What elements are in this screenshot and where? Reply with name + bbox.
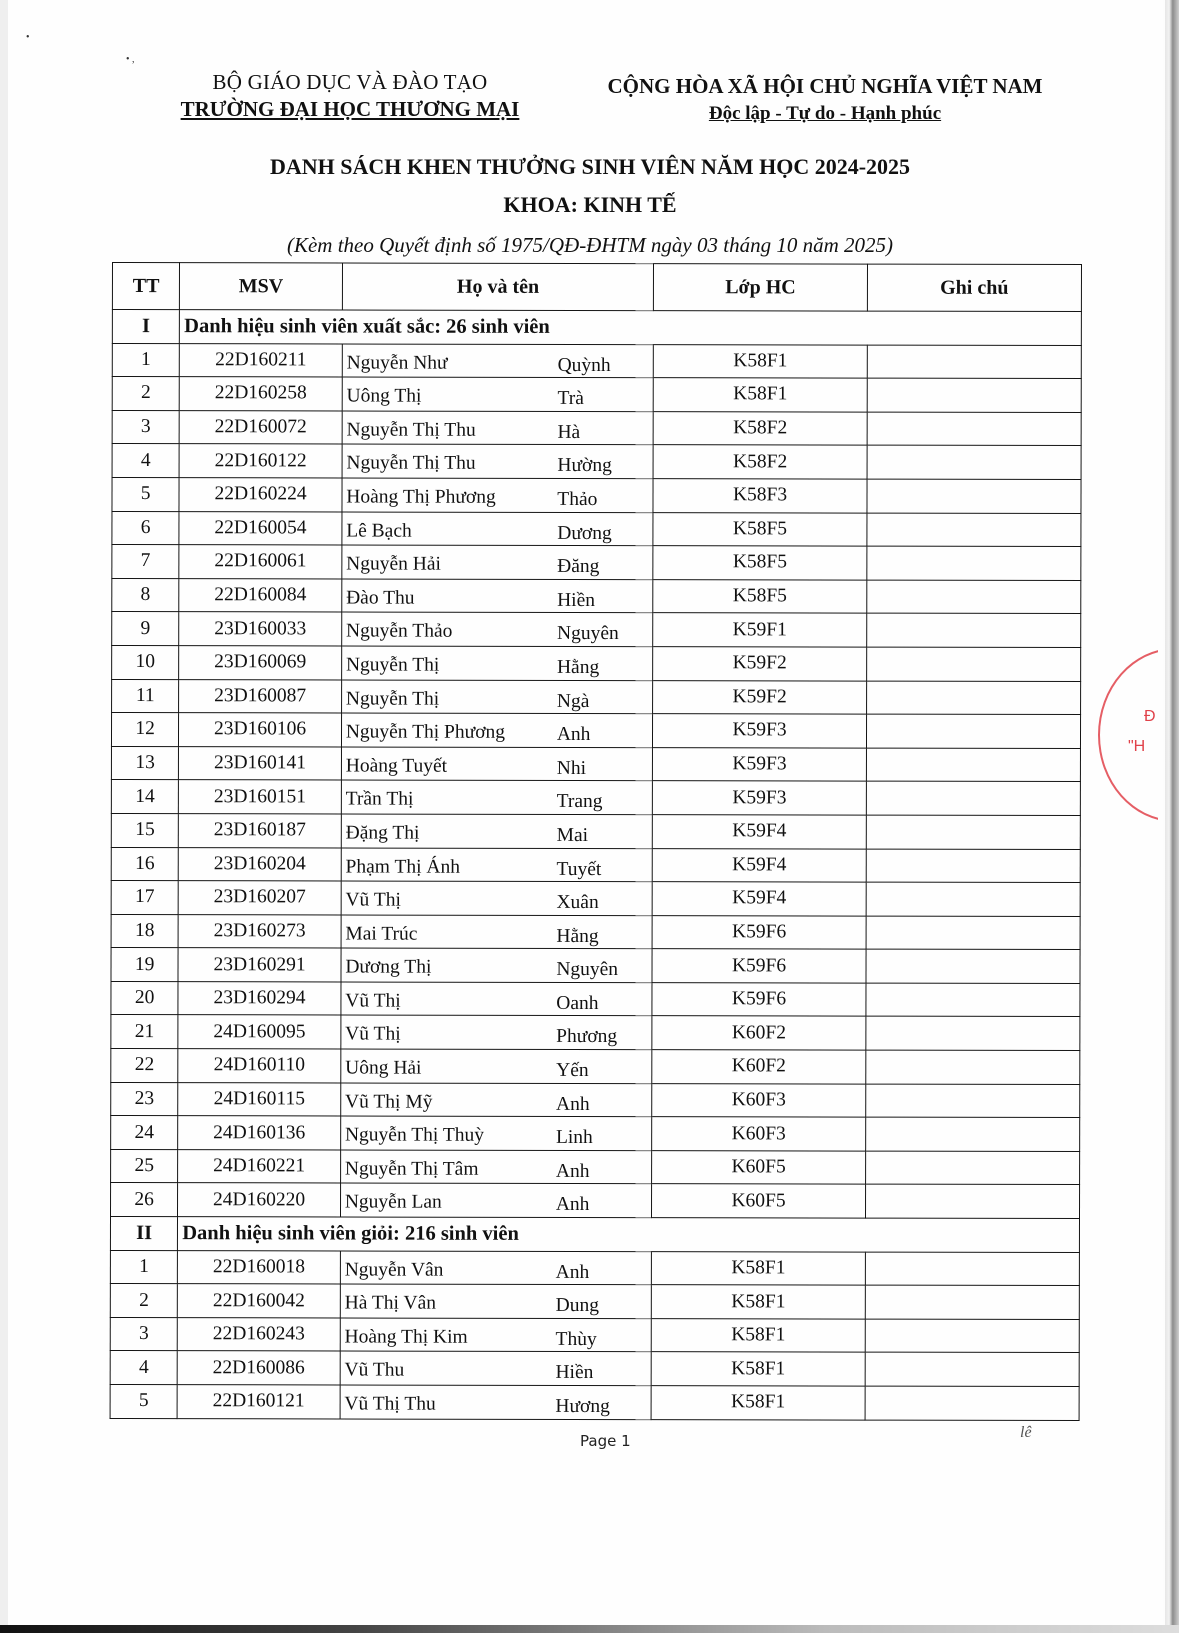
- table-row: [112, 477, 1081, 513]
- student-given-name: Anh: [556, 724, 591, 746]
- row-number: 26: [111, 1183, 178, 1217]
- table-row: [110, 1384, 1079, 1420]
- document-title: DANH SÁCH KHEN THƯỞNG SINH VIÊN NĂM HỌC 2024-2025: [269, 154, 911, 179]
- table-row: [111, 1116, 1080, 1152]
- student-name: [342, 344, 654, 378]
- student-name: [341, 982, 653, 1016]
- student-surname: Nguyễn Vân: [344, 1259, 444, 1281]
- student-name: [340, 1251, 652, 1285]
- student-surname: Uông Thị: [346, 385, 422, 407]
- student-id: 23D160273: [178, 914, 341, 948]
- student-id: 23D160069: [179, 646, 342, 680]
- row-number: 3: [110, 1317, 177, 1351]
- student-given-name: Yến: [556, 1059, 589, 1082]
- student-surname: Dương Thị: [345, 956, 432, 978]
- student-note: [866, 613, 1080, 647]
- student-name: [340, 1150, 652, 1184]
- student-note: [866, 748, 1080, 782]
- student-note: [865, 1252, 1079, 1286]
- student-given-name: Hương: [555, 1395, 610, 1418]
- row-number: 15: [111, 813, 178, 847]
- student-class: K58F1: [651, 1386, 864, 1420]
- table-row: [111, 780, 1080, 816]
- row-number: 5: [110, 1384, 177, 1418]
- student-surname: Vũ Thị: [345, 990, 401, 1012]
- student-given-name: Ngà: [556, 690, 590, 712]
- student-surname: Nguyễn Thị: [345, 688, 440, 710]
- table-row: [110, 1351, 1079, 1387]
- student-surname: Uông Hải: [345, 1057, 422, 1079]
- student-note: [867, 513, 1081, 547]
- section-header-row: [112, 310, 1081, 346]
- student-note: [865, 1050, 1079, 1084]
- student-surname: Lê Bạch: [346, 520, 412, 542]
- student-name: [341, 1015, 653, 1049]
- student-name: [340, 1183, 652, 1217]
- table-row: [111, 1149, 1080, 1185]
- student-id: 22D160211: [180, 343, 343, 377]
- student-class: K58F1: [652, 1352, 865, 1386]
- scan-right-edge: [1165, 0, 1179, 1633]
- student-id: 22D160042: [178, 1284, 341, 1318]
- student-surname: Nguyễn Như: [346, 352, 448, 374]
- student-given-name: Oanh: [556, 992, 599, 1014]
- student-surname: Mai Trúc: [345, 923, 418, 945]
- student-id: 24D160136: [178, 1116, 341, 1150]
- student-class: K58F3: [653, 479, 866, 513]
- table-row: [111, 746, 1080, 782]
- table-row: [111, 881, 1080, 917]
- student-note: [866, 882, 1080, 916]
- student-given-name: Mai: [556, 824, 589, 846]
- student-given-name: Thảo: [557, 488, 598, 510]
- student-id: 22D160018: [178, 1250, 341, 1284]
- student-class: K58F1: [654, 378, 867, 412]
- student-id: 23D160204: [178, 847, 341, 881]
- student-class: K58F5: [653, 546, 866, 580]
- student-given-name: Anh: [555, 1261, 590, 1283]
- decision-reference: (Kèm theo Quyết định số 1975/QĐ-ĐHTM ngày 03 tháng 10 năm 2025): [286, 233, 894, 257]
- student-surname: Vũ Thị: [345, 889, 401, 911]
- table-row: [111, 713, 1080, 749]
- student-class: K60F2: [652, 1050, 865, 1084]
- row-number: 8: [112, 578, 179, 612]
- student-id: 23D160141: [179, 746, 342, 780]
- student-id: 24D160220: [178, 1183, 341, 1217]
- page-number: Page 1: [580, 1432, 631, 1450]
- row-number: 5: [112, 477, 179, 511]
- student-name: [341, 747, 653, 781]
- student-surname: Nguyễn Thị: [345, 654, 440, 676]
- student-surname: Nguyễn Thị Thuỳ: [344, 1124, 485, 1147]
- table-row: [111, 1015, 1080, 1051]
- student-given-name: Nguyên: [556, 959, 619, 981]
- student-note: [867, 445, 1081, 479]
- student-id: 22D160084: [179, 578, 342, 612]
- student-id: 24D160115: [178, 1082, 341, 1116]
- table-row: [111, 914, 1080, 950]
- student-id: 22D160054: [179, 511, 342, 545]
- student-surname: Phạm Thị Ánh: [345, 855, 461, 878]
- column-header-note: Ghi chú: [867, 264, 1081, 311]
- student-note: [865, 1185, 1079, 1219]
- student-given-name: Hiền: [557, 589, 596, 611]
- student-surname: Hoàng Tuyết: [345, 755, 448, 777]
- student-id: 23D160207: [178, 881, 341, 915]
- student-class: K59F6: [652, 983, 865, 1017]
- student-surname: Nguyễn Thị Tâm: [344, 1158, 479, 1180]
- student-name: [341, 915, 653, 949]
- table-header-row: [112, 263, 1081, 312]
- student-id: 23D160033: [179, 612, 342, 646]
- row-number: 12: [111, 713, 178, 747]
- student-note: [866, 647, 1080, 681]
- student-class: K59F2: [653, 680, 866, 714]
- seal-text-fragment: Đ: [1144, 708, 1156, 725]
- student-name: [342, 377, 654, 411]
- student-given-name: Trang: [556, 791, 603, 813]
- scan-specks: • • ,: [26, 32, 135, 65]
- award-list-table: [110, 262, 1082, 1421]
- student-note: [867, 479, 1081, 513]
- column-header-tt: TT: [112, 263, 179, 310]
- student-name: [340, 1318, 652, 1352]
- student-note: [865, 1285, 1079, 1319]
- student-class: K60F3: [652, 1083, 865, 1117]
- student-given-name: Hằng: [556, 656, 600, 678]
- student-name: [340, 1351, 652, 1385]
- student-note: [866, 580, 1080, 614]
- student-id: 22D160122: [179, 444, 342, 478]
- student-name: [342, 444, 654, 478]
- student-given-name: Anh: [556, 1093, 590, 1115]
- student-name: [341, 1049, 653, 1083]
- student-note: [865, 1386, 1079, 1420]
- student-note: [866, 1017, 1080, 1051]
- table-row: [112, 679, 1081, 715]
- student-id: 23D160294: [178, 982, 341, 1016]
- row-number: 4: [110, 1351, 177, 1385]
- student-given-name: Thùy: [555, 1328, 597, 1350]
- student-class: K58F1: [652, 1318, 865, 1352]
- row-number: 19: [111, 948, 178, 982]
- table-row: [110, 1317, 1079, 1353]
- student-note: [865, 1084, 1079, 1118]
- student-given-name: Dung: [555, 1295, 599, 1317]
- student-given-name: Anh: [555, 1160, 590, 1182]
- student-name: [342, 478, 654, 512]
- student-given-name: Quỳnh: [557, 354, 611, 376]
- student-class: K58F2: [653, 445, 866, 479]
- student-name: [342, 612, 654, 646]
- table-row: [111, 813, 1080, 849]
- student-surname: Đặng Thị: [345, 822, 420, 844]
- student-name: [340, 1385, 652, 1419]
- student-class: K59F6: [652, 915, 865, 949]
- student-name: [341, 847, 653, 881]
- student-note: [867, 546, 1081, 580]
- student-note: [865, 1151, 1079, 1185]
- republic-name: CỘNG HÒA XÃ HỘI CHỦ NGHĨA VIỆT NAM: [607, 74, 1043, 98]
- ministry-name: BỘ GIÁO DỤC VÀ ĐÀO TẠO: [212, 70, 488, 94]
- scan-bottom-edge: [0, 1625, 1179, 1633]
- issuer-header: [170, 70, 530, 122]
- table-row: [112, 343, 1081, 379]
- student-id: 22D160072: [179, 410, 342, 444]
- student-note: [866, 983, 1080, 1017]
- row-number: 4: [112, 444, 179, 478]
- student-name: [341, 780, 653, 814]
- student-surname: Vũ Thị Mỹ: [345, 1091, 433, 1113]
- table-row: [112, 645, 1081, 681]
- student-class: K59F4: [653, 848, 866, 882]
- row-number: 7: [112, 545, 179, 579]
- table-row: [112, 612, 1081, 648]
- student-given-name: Hà: [557, 421, 581, 443]
- student-given-name: Nhi: [556, 757, 587, 779]
- student-id: 24D160095: [178, 1015, 341, 1049]
- row-number: 25: [111, 1149, 178, 1183]
- row-number: 3: [112, 410, 179, 444]
- student-name: [341, 948, 653, 982]
- initials-signature: lê: [1020, 1424, 1032, 1441]
- table-row: [112, 377, 1081, 413]
- table-row: [111, 847, 1080, 883]
- student-name: [341, 680, 653, 714]
- student-note: [866, 714, 1080, 748]
- table-row: [110, 1250, 1079, 1286]
- student-class: K59F3: [653, 714, 866, 748]
- student-given-name: Xuân: [556, 892, 599, 914]
- university-name: TRƯỜNG ĐẠI HỌC THƯƠNG MẠI: [180, 97, 520, 121]
- student-given-name: Anh: [555, 1194, 590, 1216]
- row-number: 1: [112, 343, 179, 377]
- student-note: [865, 1352, 1079, 1386]
- student-given-name: Hiền: [555, 1362, 594, 1384]
- student-surname: Nguyễn Hải: [346, 553, 441, 575]
- table-row: [111, 1049, 1080, 1085]
- section-header-row: [110, 1217, 1079, 1253]
- national-header: [590, 74, 1060, 125]
- student-id: 23D160151: [179, 780, 342, 814]
- student-class: K59F6: [652, 949, 865, 983]
- student-class: K58F2: [654, 411, 867, 445]
- student-id: 22D160243: [178, 1317, 341, 1351]
- student-id: 23D160087: [179, 679, 342, 713]
- table-row: [112, 511, 1081, 547]
- student-class: K58F1: [652, 1285, 865, 1319]
- student-id: 22D160086: [177, 1351, 340, 1385]
- row-number: 23: [111, 1082, 178, 1116]
- student-name: [342, 579, 654, 613]
- row-number: 14: [111, 780, 178, 814]
- table-row: [112, 578, 1081, 614]
- student-class: K59F4: [653, 882, 866, 916]
- student-note: [866, 949, 1080, 983]
- student-name: [342, 512, 654, 546]
- student-surname: Nguyễn Lan: [344, 1191, 442, 1214]
- table-row: [112, 410, 1081, 446]
- student-id: 22D160224: [179, 478, 342, 512]
- student-name: [342, 411, 654, 445]
- student-class: K59F2: [653, 647, 866, 681]
- student-id: 22D160258: [179, 377, 342, 411]
- official-seal-stamp: [1098, 640, 1158, 840]
- seal-ring: [1098, 648, 1158, 822]
- student-note: [867, 378, 1081, 412]
- student-given-name: Đăng: [557, 556, 600, 578]
- student-surname: Vũ Thị Thu: [344, 1393, 436, 1415]
- table-row: [112, 444, 1081, 480]
- row-number: 20: [111, 981, 178, 1015]
- student-note: [865, 1117, 1079, 1151]
- student-given-name: Hằng: [556, 925, 599, 947]
- student-name: [341, 713, 653, 747]
- student-note: [866, 681, 1080, 715]
- column-header-msv: MSV: [180, 263, 343, 310]
- student-id: 24D160110: [178, 1049, 341, 1083]
- student-surname: Đào Thu: [346, 587, 415, 609]
- student-surname: Vũ Thu: [344, 1359, 405, 1382]
- student-surname: Vũ Thị: [345, 1023, 401, 1046]
- student-id: 23D160106: [179, 713, 342, 747]
- row-number: 24: [111, 1116, 178, 1150]
- row-number: 21: [111, 1015, 178, 1049]
- student-surname: Nguyễn Thị Thu: [346, 419, 476, 441]
- row-number: 17: [111, 881, 178, 915]
- table-row: [110, 1284, 1079, 1320]
- table-row: [111, 981, 1080, 1017]
- student-class: K60F3: [652, 1117, 865, 1151]
- student-class: K59F1: [653, 613, 866, 647]
- table-row: [111, 1183, 1080, 1219]
- student-class: K59F3: [653, 781, 866, 815]
- student-note: [866, 916, 1080, 950]
- student-class: K58F5: [653, 579, 866, 613]
- column-header-class: Lớp HC: [654, 264, 867, 311]
- table-row: [111, 948, 1080, 984]
- row-number: 13: [111, 746, 178, 780]
- student-given-name: Nguyên: [557, 623, 619, 645]
- student-id: 22D160061: [179, 545, 342, 579]
- section-label: Danh hiệu sinh viên giỏi: 216 sinh viên: [178, 1217, 1080, 1252]
- student-id: 24D160221: [178, 1149, 341, 1183]
- row-number: 22: [111, 1049, 178, 1083]
- student-name: [342, 545, 654, 579]
- student-class: K59F4: [653, 815, 866, 849]
- student-class: K59F3: [653, 747, 866, 781]
- student-given-name: Tuyết: [556, 858, 602, 880]
- student-note: [866, 815, 1080, 849]
- student-class: K60F5: [652, 1150, 865, 1184]
- row-number: 10: [112, 645, 179, 679]
- student-note: [867, 412, 1081, 446]
- row-number: 6: [112, 511, 179, 545]
- row-number: 2: [112, 377, 179, 411]
- student-name: [341, 646, 653, 680]
- student-surname: Nguyễn Thị Phương: [345, 721, 506, 743]
- student-given-name: Linh: [555, 1127, 593, 1149]
- student-surname: Hà Thị Vân: [344, 1292, 437, 1314]
- student-id: 23D160187: [179, 814, 342, 848]
- seal-text-fragment: "H: [1128, 738, 1146, 755]
- section-label: Danh hiệu sinh viên xuất sắc: 26 sinh viên: [180, 310, 1082, 345]
- student-surname: Nguyễn Thị Thu: [346, 452, 476, 475]
- table-row: [112, 545, 1081, 581]
- row-number: 1: [110, 1250, 177, 1284]
- student-class: K58F5: [653, 512, 866, 546]
- faculty-title: KHOA: KINH TẾ: [503, 192, 677, 217]
- student-note: [867, 345, 1081, 379]
- student-given-name: Hường: [557, 455, 612, 477]
- student-name: [341, 881, 653, 915]
- student-class: K60F2: [652, 1016, 865, 1050]
- student-name: [341, 1083, 653, 1117]
- student-surname: Nguyễn Thảo: [346, 620, 453, 643]
- row-number: 16: [111, 847, 178, 881]
- student-surname: Trần Thị: [345, 788, 414, 810]
- student-id: 23D160291: [178, 948, 341, 982]
- student-given-name: Phương: [556, 1026, 618, 1048]
- student-surname: Hoàng Thị Kim: [344, 1326, 468, 1348]
- student-name: [340, 1116, 652, 1150]
- table-row: [111, 1082, 1080, 1118]
- student-note: [866, 781, 1080, 815]
- student-name: [341, 814, 653, 848]
- student-class: K58F1: [652, 1251, 865, 1285]
- student-name: [340, 1284, 652, 1318]
- student-id: 22D160121: [177, 1385, 340, 1419]
- student-note: [866, 849, 1080, 883]
- row-number: 11: [112, 679, 179, 713]
- row-number: 9: [112, 612, 179, 646]
- student-note: [865, 1319, 1079, 1353]
- section-number: II: [110, 1217, 177, 1251]
- student-given-name: Dương: [557, 522, 612, 544]
- column-header-name: Họ và tên: [342, 263, 654, 311]
- student-surname: Hoàng Thị Phương: [346, 486, 496, 508]
- national-motto: Độc lập - Tự do - Hạnh phúc: [708, 103, 942, 124]
- student-class: K60F5: [652, 1184, 865, 1218]
- section-number: I: [112, 310, 179, 344]
- student-class: K58F1: [654, 344, 867, 378]
- scan-left-edge: [0, 0, 8, 1633]
- row-number: 18: [111, 914, 178, 948]
- row-number: 2: [110, 1284, 177, 1318]
- student-given-name: Trà: [557, 388, 584, 410]
